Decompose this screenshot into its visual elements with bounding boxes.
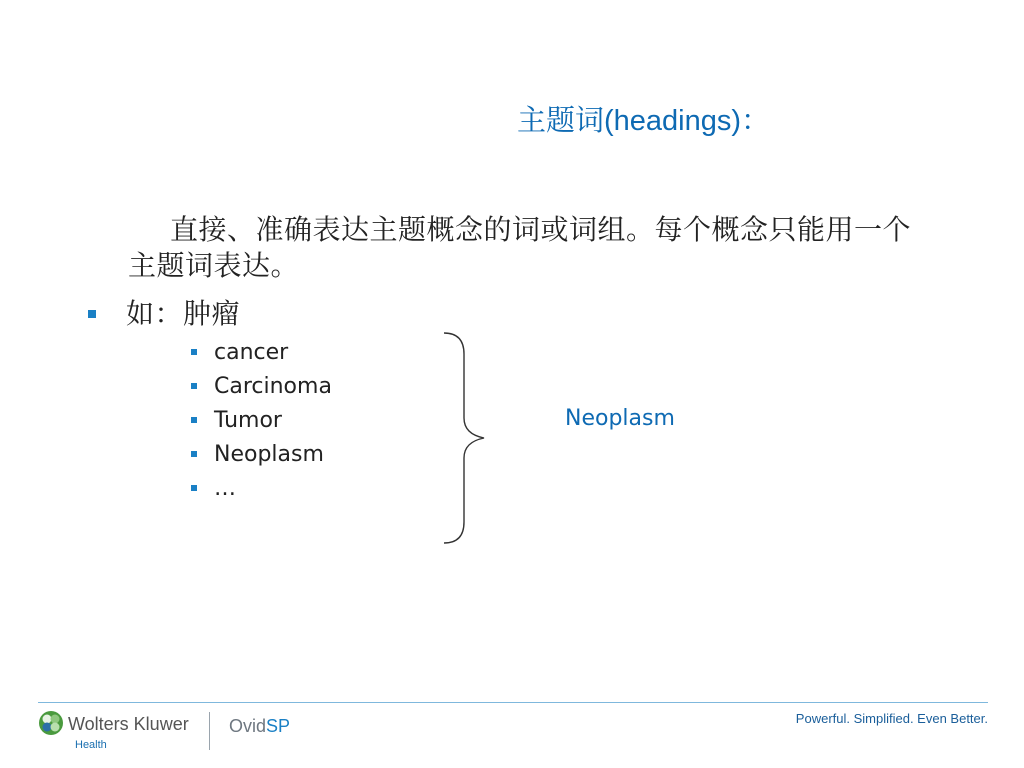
footer-tagline: Powerful. Simplified. Even Better. [795, 711, 988, 726]
definition-text: 直接、准确表达主题概念的词或词组。每个概念只能用一个主题词表达。 [128, 213, 912, 282]
synonym-list [191, 335, 332, 505]
square-bullet-icon [88, 310, 96, 318]
square-bullet-icon [191, 417, 197, 423]
result-term: Neoplasm [565, 406, 675, 431]
synonym-item: Neoplasm [214, 441, 324, 467]
example-label: 如：肿瘤 [126, 297, 241, 330]
wolters-kluwer-globe-icon [38, 710, 64, 736]
square-bullet-icon [191, 349, 197, 355]
brand-name: Wolters Kluwer [68, 714, 189, 734]
right-curly-brace-icon [440, 330, 490, 546]
square-bullet-icon [191, 383, 197, 389]
footer-vertical-divider [209, 712, 210, 750]
example-bullet [88, 296, 240, 332]
synonym-item: … [214, 475, 236, 501]
square-bullet-icon [191, 451, 197, 457]
product-name-part-b: SP [266, 716, 291, 736]
synonym-item: Carcinoma [214, 373, 332, 399]
title-chinese: 主题词 [517, 103, 605, 137]
list-item [191, 369, 332, 403]
square-bullet-icon [191, 485, 197, 491]
product-name [229, 716, 290, 737]
list-item [191, 335, 332, 369]
footer-divider-line [38, 702, 988, 703]
list-item [191, 471, 332, 505]
slide-title [517, 100, 770, 141]
synonym-item: Tumor [214, 407, 282, 433]
list-item [191, 437, 332, 471]
list-item [191, 403, 332, 437]
synonym-item: cancer [214, 339, 289, 365]
brand-subtitle: Health [75, 739, 107, 751]
title-english: (headings)： [604, 105, 771, 137]
product-name-part-a: Ovid [229, 716, 267, 736]
